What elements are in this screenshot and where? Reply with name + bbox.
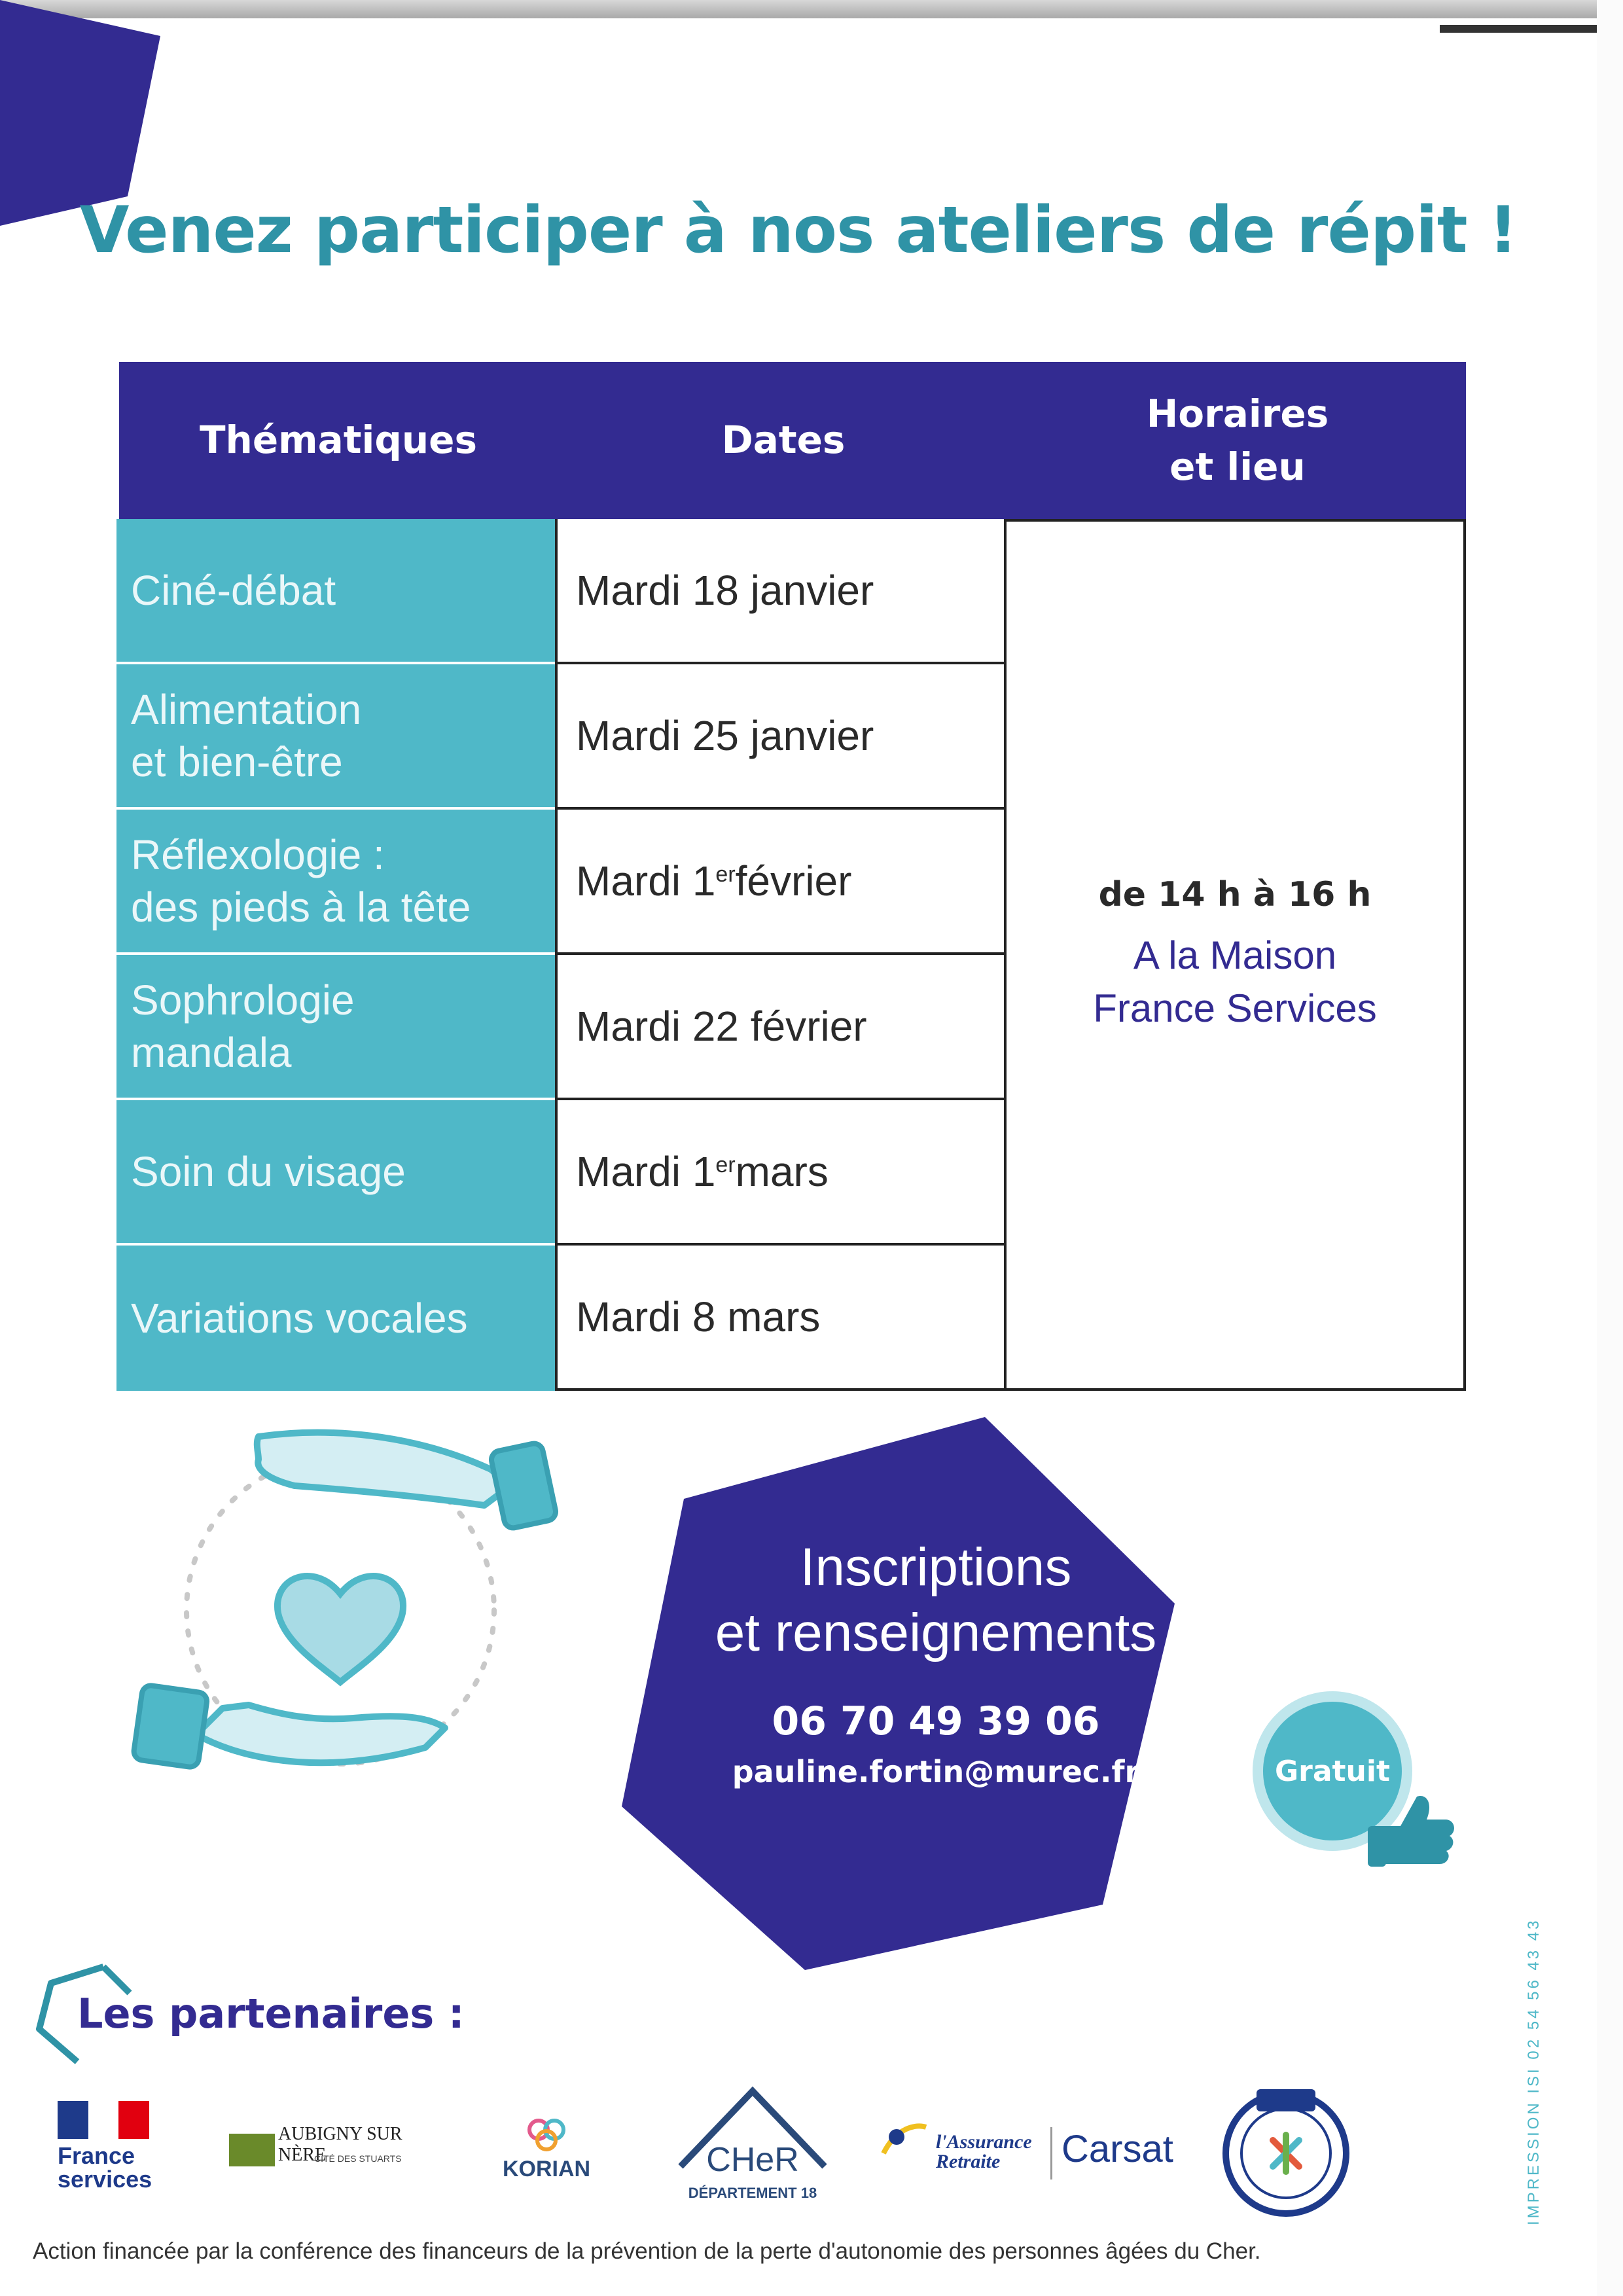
date-cell: Mardi 25 janvier	[555, 664, 1007, 810]
header-thematiques: Thématiques	[119, 362, 558, 519]
header-dates: Dates	[558, 362, 1009, 519]
scan-top-mark	[1440, 25, 1597, 33]
printer-credit: IMPRESSION ISI 02 54 56 43 43	[1525, 1918, 1543, 2225]
top-cuff	[490, 1442, 557, 1530]
korian-logo: KORIAN	[488, 2114, 605, 2182]
theme-cell: Réflexologie : des pieds à la tête	[116, 810, 558, 955]
assurance-swoosh-icon	[877, 2114, 929, 2166]
assurance-retraite-logo: l'Assurance Retraite	[877, 2114, 1047, 2186]
date-cell: Mardi 1 $^{er}$ mars	[555, 1100, 1007, 1246]
footer-note: Action financée par la conférence des financeurs de la prévention de la perte d'autonomie des personnes âgées du Cher.	[33, 2238, 1261, 2264]
cher-departement-logo: CHeR DÉPARTEMENT 18	[661, 2075, 844, 2219]
date-cell: Mardi 22 février	[555, 955, 1007, 1100]
table-header	[119, 362, 1466, 519]
location-text: A la Maison France Services	[1093, 933, 1377, 1030]
hours-text: de 14 h à 16 h	[1098, 875, 1372, 914]
header-horaires: Horaires et lieu	[1009, 362, 1466, 519]
carsat-logo: Carsat	[1050, 2127, 1205, 2179]
france-services-logo: France services	[58, 2101, 169, 2191]
thumbs-up-icon	[1361, 1780, 1459, 1878]
hands-heart-illustration	[118, 1407, 576, 1813]
bottom-hand-icon	[196, 1705, 445, 1763]
hours-location-cell	[1004, 519, 1466, 1391]
email-address: pauline.fortin@murec.fr	[732, 1754, 1140, 1789]
scan-right-edge	[1597, 0, 1623, 2296]
theme-cell: Alimentation et bien-être	[116, 664, 558, 810]
partners-title: Les partenaires :	[77, 1990, 465, 2037]
theme-cell: Soin du visage	[116, 1100, 558, 1246]
date-cell: Mardi 18 janvier	[555, 519, 1007, 664]
inscriptions-hexagon	[615, 1407, 1270, 1983]
bottom-cuff	[133, 1685, 208, 1768]
theme-cell: Ciné-débat	[116, 519, 558, 664]
date-cell: Mardi 8 mars	[555, 1246, 1007, 1391]
page-title: Venez participer à nos ateliers de répit !	[79, 193, 1518, 268]
dates-column	[555, 519, 1007, 1391]
phone-number: 06 70 49 39 06	[772, 1698, 1100, 1744]
heart-icon	[277, 1576, 403, 1682]
gratuit-badge: Gratuit	[1263, 1702, 1402, 1840]
inscriptions-title: Inscriptions et renseignements	[715, 1537, 1157, 1663]
top-hand-icon	[257, 1433, 510, 1505]
conference-financeurs-seal	[1221, 2088, 1351, 2219]
scan-top-edge	[0, 0, 1597, 18]
date-cell: Mardi 1 $^{er}$ février	[555, 810, 1007, 955]
aubigny-logo: AUBIGNY SUR NÈRE CITÉ DES STUARTS	[229, 2114, 438, 2186]
korian-flower-icon	[520, 2114, 573, 2153]
theme-cell: Variations vocales	[116, 1246, 558, 1391]
themes-column	[116, 519, 558, 1391]
theme-cell: Sophrologie mandala	[116, 955, 558, 1100]
